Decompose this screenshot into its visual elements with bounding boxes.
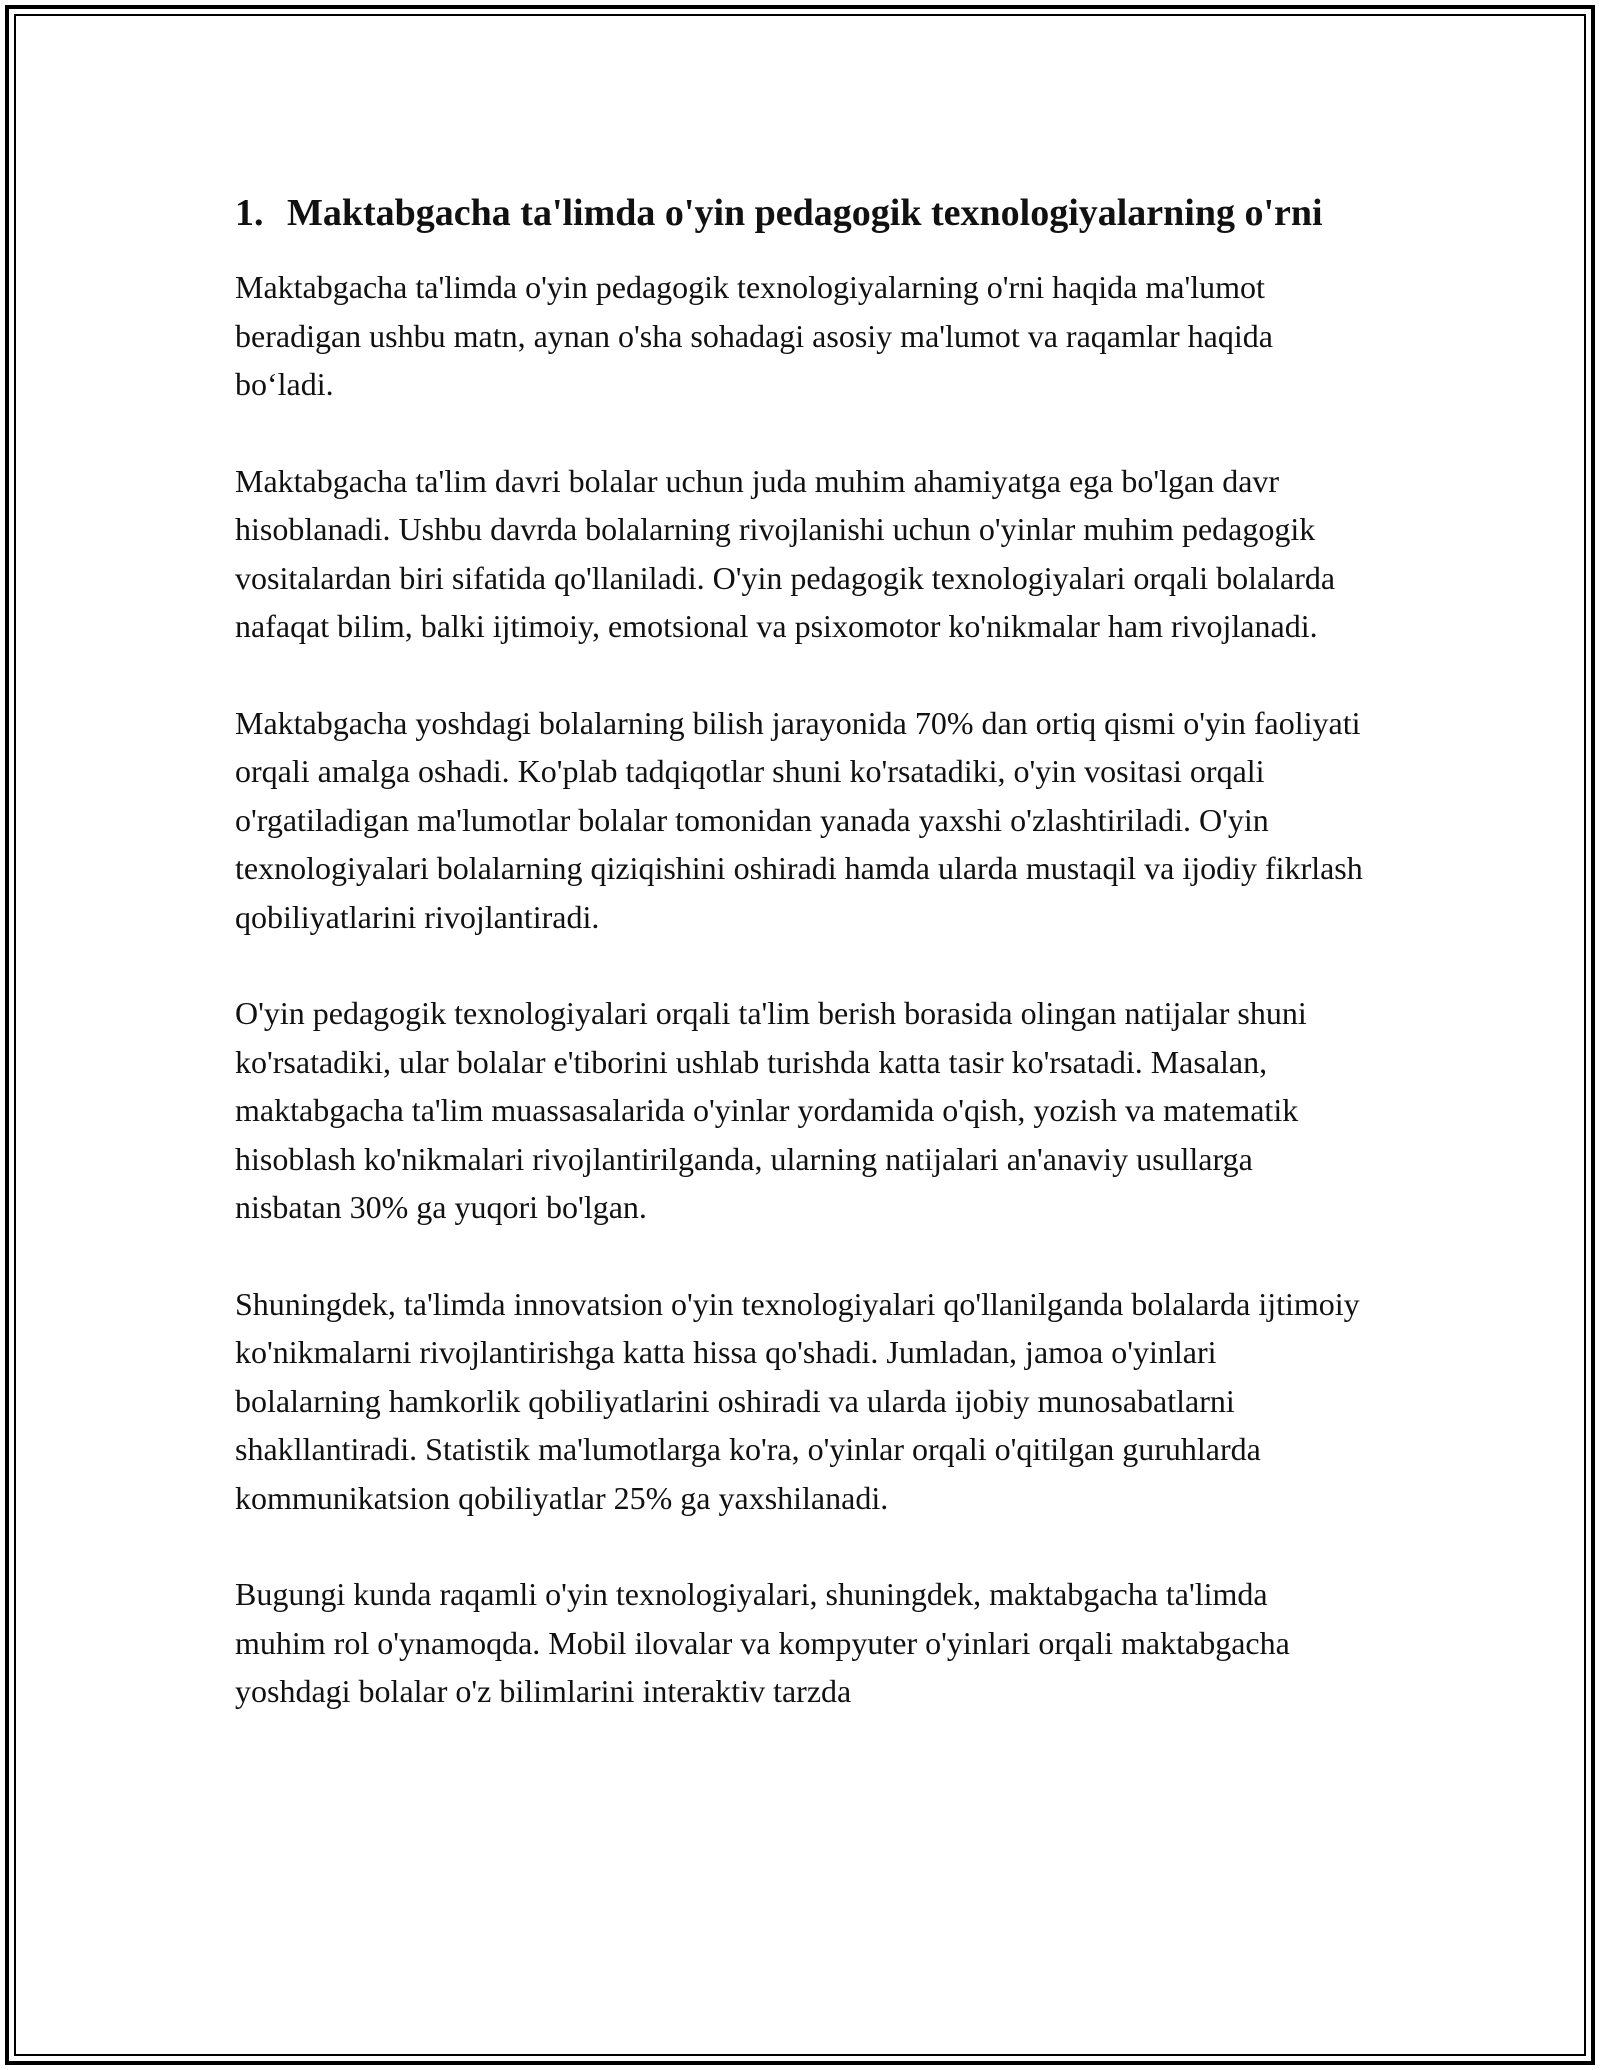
section-number: 1. — [235, 192, 264, 234]
paragraph-6: Bugungi kunda raqamli o'yin texnologiyalari, shuningdek, maktabgacha ta'limda muhim rol o'ynamoqda. Mobil ilovalar va kompyuter o'yinlari orqali maktabgacha yoshdagi bolalar o'z bilimlarini interaktiv tarzda — [235, 1576, 1290, 1709]
paragraph-5: Shuningdek, ta'limda innovatsion o'yin texnologiyalari qo'llanilganda bolalarda ijtimoiy ko'nikmalarni rivojlantirishga katta hissa qo'shadi. Jumladan, jamoa o'yinlari bolalarning hamkorlik qobiliyatlarini oshiradi va ularda ijobiy munosabatlarni shakllantiradi. Statistik ma'lumotlarga ko'ra, o'yinlar orqali o'qitilgan guruhlarda kommunikatsion qobiliyatlar 25% ga yaxshilanadi. — [235, 1285, 1360, 1516]
paragraph-3: Maktabgacha yoshdagi bolalarning bilish jarayonida 70% dan ortiq qismi o'yin faoliyati orqali amalga oshadi. Ko'plab tadqiqotlar shuni ko'rsatadiki, o'yin vositasi orqali o'rgatiladigan ma'lumotlar bolalar tomonidan yanada yaxshi o'zlashtiriladi. O'yin texnologiyalari bolalarning qiziqishini oshiradi hamda ularda mustaqil va ijodiy fikrlash qobiliyatlarini rivojlantiradi. — [235, 704, 1363, 935]
paragraph-1: Maktabgacha ta'limda o'yin pedagogik texnologiyalarning o'rni haqida ma'lumot beradigan ushbu matn, aynan o'sha sohadagi asosiy ma'lumot va raqamlar haqida bo‘ladi. — [235, 269, 1273, 402]
section-heading — [235, 185, 1365, 241]
paragraph-2: Maktabgacha ta'lim davri bolalar uchun juda muhim ahamiyatga ega bo'lgan davr hisoblanadi. Ushbu davrda bolalarning rivojlanishi uchun o'yinlar muhim pedagogik vositalardan biri sifatida qo'llaniladi. O'yin pedagogik texnologiyalari orqali bolalarda nafaqat bilim, balki ijtimoiy, emotsional va psixomotor ko'nikmalar ham rivojlanadi. — [235, 462, 1336, 644]
document-content — [235, 185, 1365, 1764]
section-title: Maktabgacha ta'limda o'yin pedagogik texnologiyalarning o'rni — [287, 192, 1323, 234]
paragraph-4: O'yin pedagogik texnologiyalari orqali ta'lim berish borasida olingan natijalar shuni ko'rsatadiki, ular bolalar e'tiborini ushlab turishda katta tasir ko'rsatadi. Masalan, maktabgacha ta'lim muassasalarida o'yinlar yordamida o'qish, yozish va matematik hisoblash ko'nikmalari rivojlantirilganda, ularning natijalari an'anaviy usullarga nisbatan 30% ga yuqori bo'lgan. — [235, 995, 1307, 1225]
